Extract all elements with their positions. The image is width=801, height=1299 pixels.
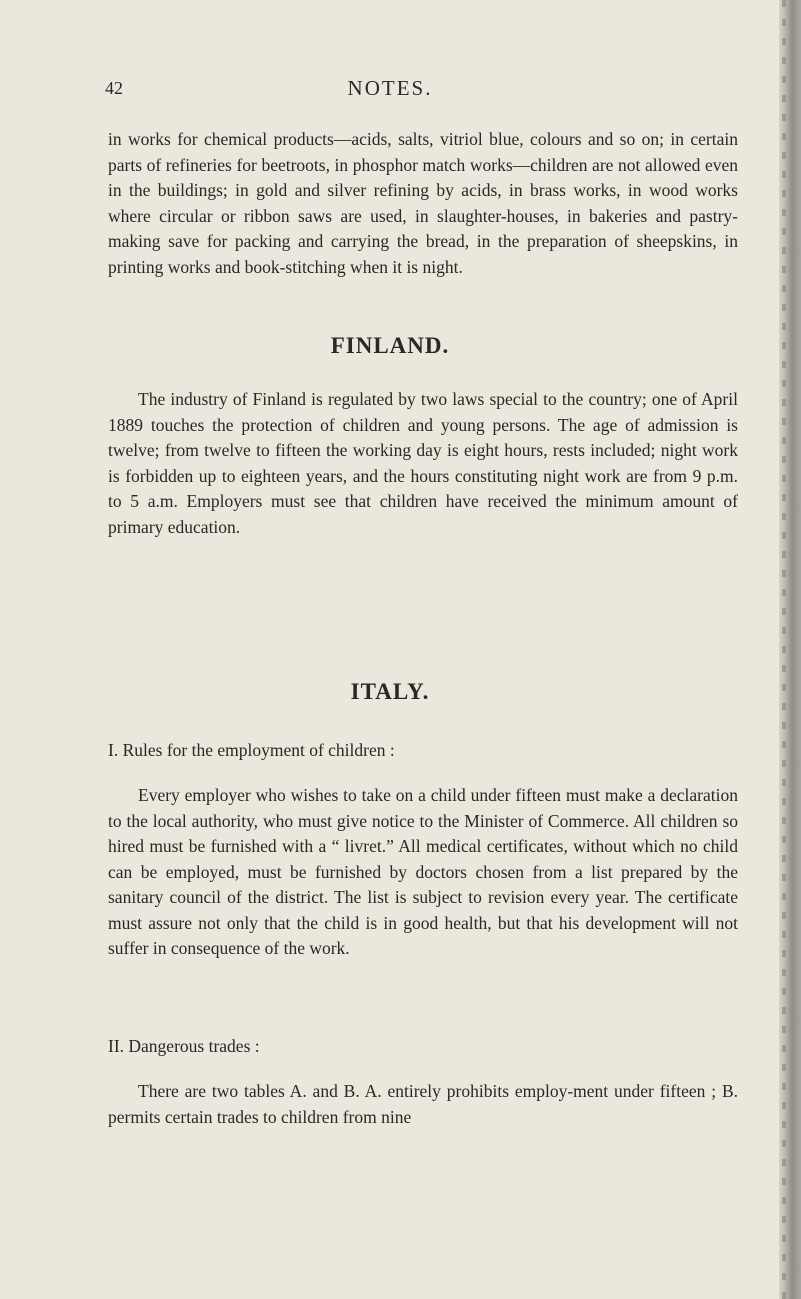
section-heading-finland: FINLAND. <box>330 333 450 358</box>
page-header <box>0 76 780 106</box>
running-head: NOTES. <box>347 76 433 100</box>
page-number: 42 <box>105 78 123 98</box>
italy-rule-1: I. Rules for the employment of children : <box>108 740 395 760</box>
italy-paragraph-1: Every employer who wishes to take on a child under fifteen must make a declaration to the local authority, who must give notice to the Minister of Commerce. All children so hired must be furnished with a “ livret.” All medical certificates, without which no child can be employed, must be furnished by doctors chosen from a list prepared by the sanitary council of the district. The list is subject to revision every year. The certificate must assure not only that the child is in good health, but that his development will not suffer in consequence of the work. <box>108 785 738 958</box>
page-edge-shadow <box>779 0 801 1299</box>
continuation-paragraph: in works for chemical products—acids, salts, vitriol blue, colours and so on; in certain parts of refineries for beetroots, in phosphor match works—children are not allowed even in the buildings; in gold and silver refining by acids, in brass works, in wood works where circular or ribbon saws are used, in slaughter-houses, in bakeries and pastry-making save for packing and carrying the bread, in the preparation of sheepskins, in printing works and book-stitching when it is night. <box>108 129 738 277</box>
italy-rule-2: II. Dangerous trades : <box>108 1036 260 1056</box>
finland-paragraph: The industry of Finland is regulated by two laws special to the country; one of April 1889 touches the protection of children and young persons. The age of admission is twelve; from twelve to fifteen the working day is eight hours, rests included; night work is forbidden up to eighteen years, and the hours constituting night work are from 9 p.m. to 5 a.m. Employers must see that children have received the minimum amount of primary education. <box>108 389 738 537</box>
section-heading-italy: ITALY. <box>350 679 430 704</box>
italy-paragraph-2: There are two tables A. and B. A. entirely prohibits employ-ment under fifteen ; B. permits certain trades to children from nine <box>108 1081 738 1127</box>
